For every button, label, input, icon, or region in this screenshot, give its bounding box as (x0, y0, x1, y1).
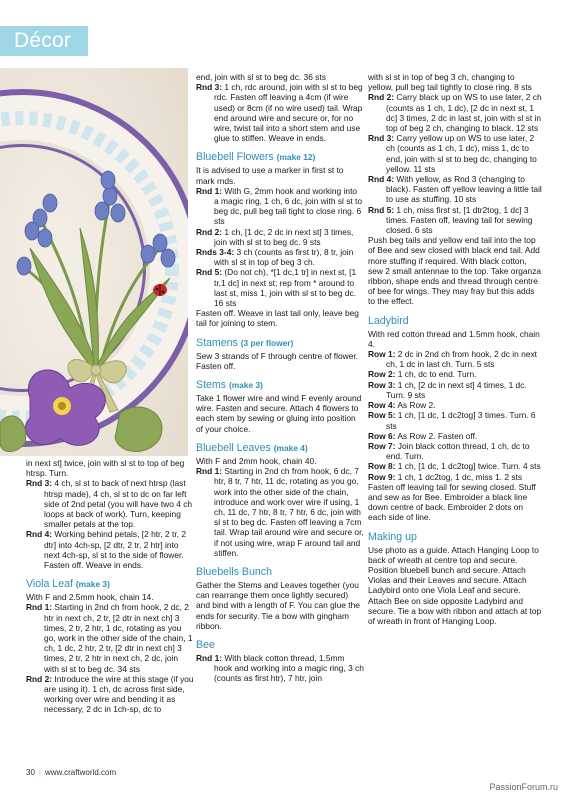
instruction-round (26, 674, 194, 715)
paragraph: Use photo as a guide. Attach Hanging Loop to back of wreath at centre top and secure. Position bluebell bunch and secure. Attach Violas and their Leaves and secure. Attach Ladybird onto one Viola Leaf and secure. Attach Bee on side opposite Ladybird and secure. Tie a bow with ribbon and attach at top of wreath in front of Hanging Loop. (368, 544, 542, 626)
instruction-round (368, 369, 542, 379)
wreath-photo (0, 68, 188, 456)
round-label: Rnd 5: (196, 267, 223, 278)
round-label: Rnd 3: (196, 82, 223, 93)
heading-title: Ladybird (368, 314, 409, 327)
round-text: Starting in 2nd ch from hook, 6 dc, 7 htr, 8 tr, 7 htr, 11 dc, rotating as you go, work into the other side of the chain, introduce and work over wire if using, 1 ch, 11 dc, 7 htr, 8 tr, 7 htr, 6 dc, join with sl st to beg dc. Fasten off leaving a 7cm tail. Wrap tail around wire and secure or, if not using wire, wrap F around tail and stiffen. (214, 466, 364, 558)
heading-quantity: (3 per flower) (240, 337, 294, 348)
section-tab (0, 26, 88, 56)
instruction-round (368, 400, 542, 410)
round-label: Row 9: (368, 471, 396, 482)
round-label: Rnd 1: (196, 185, 223, 196)
paragraph: With F and 2.5mm hook, chain 14. (26, 592, 154, 603)
instruction-round (196, 466, 364, 558)
round-label: Row 4: (368, 400, 396, 411)
heading-title: Bluebell Leaves (196, 441, 271, 454)
round-label: Row 8: (368, 461, 396, 472)
paragraph: in next st] twice, join with sl st to top of beg htrsp. Turn. (26, 458, 185, 479)
instruction-round (368, 461, 542, 471)
instruction-round (368, 441, 542, 461)
heading-title: Bee (196, 638, 215, 651)
round-text: Working behind petals, [2 htr, 2 tr, 2 dtr] into 4ch-sp, [2 dtr, 2 tr, 2 htr] into next 4ch-sp, sl st to the side of flower. Fasten off. Weave in ends. (44, 529, 186, 571)
round-label: Rnd 4: (26, 529, 53, 540)
section-heading (196, 151, 364, 163)
round-text: 1 ch, miss first st, [1 dtr2tog, 1 dc] 3 times. Fasten off, leaving tail for sewing closed. 6 sts (386, 204, 533, 236)
section-heading (196, 379, 364, 391)
paragraph: end, join with sl st to beg dc. 36 sts (196, 72, 326, 82)
paragraph: Push beg tails and yellow end tail into the top of Bee and sew closed with black end tail. Add more stuffing if required. With black cotton, sew 2 small antennae to the top. Take organza ribbon, shape ends and thread through centre of bee for wings. They may fray but this adds to the effect. (368, 235, 542, 307)
heading-title: Stamens (196, 336, 238, 349)
heading-quantity: (make 3) (228, 380, 263, 391)
instruction-round (26, 602, 194, 673)
round-text: 1 ch, 1 dc2tog, 1 dc, miss 1. 2 sts (397, 471, 523, 482)
paragraph: with sl st in top of beg 3 ch, changing to yellow, pull beg tail tightly to close ring. 8 sts (368, 72, 532, 93)
instruction-round (368, 472, 542, 482)
round-text: 1 ch, [1 dc, 1 dc2tog] twice. Turn. 4 sts (397, 461, 541, 472)
section-tab-label: Décor (14, 29, 72, 52)
round-text: (Do not ch), *[1 dc,1 tr] in next st, [1 tr,1 dc] in next st; rep from * around to last st, miss 1, join with sl st to beg dc. 16 sts (214, 267, 357, 309)
paragraph: It is advised to use a marker in first st to mark rnds. (196, 165, 344, 186)
paragraph: Take 1 flower wire and wind F evenly around wire. Fasten and secure. Attach 4 flowers to each stem by sewing or gluing into position of your choice. (196, 393, 362, 434)
round-text: 1 ch, [1 dc, 2 dc in next st] 3 times, join with sl st to beg dc. 9 sts (214, 226, 354, 247)
heading-title: Viola Leaf (26, 578, 73, 591)
round-label: Row 5: (368, 410, 396, 421)
round-label: Rnd 2: (196, 226, 223, 237)
round-label: Row 3: (368, 379, 396, 390)
paragraph: Sew 3 strands of F through centre of flower. Fasten off. (196, 350, 358, 371)
round-label: Rnd 1: (196, 466, 223, 477)
paragraph: Fasten off leaving tail for sewing closed. Stuff and sew as for Bee. Embroider a black line down centre of back. Embroider 2 dots on each side of line. (368, 481, 536, 523)
instruction-round (196, 227, 364, 247)
paragraph: Gather the Stems and Leaves together (you can rearrange them once lightly secured) and bind with a length of F. You can glue the ends for security. Tie a bow with gingham ribbon. (196, 579, 360, 631)
watermark: PassionForum.ru (489, 782, 558, 792)
round-text: 1 ch, rdc around, join with sl st to beg rdc. Fasten off leaving a 4cm (if wire used) or 8cm (if no wire used) tail. Wrap end around wire and secure or, for no wire, twist tail into a short stem and use glue to stiffen. Weave in ends. (214, 82, 363, 144)
round-text: 1 ch, dc to end. Turn. (397, 369, 477, 380)
heading-title: Stems (196, 379, 227, 392)
heading-quantity: (make 4) (273, 442, 308, 453)
instruction-round (196, 82, 364, 143)
round-label: Row 1: (368, 349, 396, 360)
round-text: Introduce the wire at this stage (if you are using it). 1 ch, dc across first side, working over wire and bending it as necessary, 2 dc in 1ch-sp, dc to (44, 673, 194, 715)
round-text: With black cotton thread, 1.5mm hook and working into a magic ring, 3 ch (counts as first htr), 7 htr, join (214, 652, 364, 684)
round-text: As Row 2. Fasten off. (397, 430, 478, 441)
round-label: Rnd 1: (26, 602, 53, 613)
section-heading (196, 566, 364, 578)
instruction-round (368, 380, 542, 400)
round-text: Starting in 2nd ch from hook, 2 dc, 2 htr in next ch, 2 tr, [2 dtr in next ch] 3 times, 2 tr, 2 htr, 1 dc, rotating as you go, work in the other side of the chain, 1 ch, 1 dc, 2 htr, 2 tr, [2 dtr in next ch] 3 times, 2 tr, 2 htr in next ch, 2 dc, join with sl st to beg dc. 34 sts (44, 602, 193, 674)
instruction-round (26, 529, 194, 570)
section-heading (368, 531, 542, 543)
heading-title: Making up (368, 530, 417, 543)
round-text: Join black cotton thread, 1 ch, dc to end. Turn. (386, 440, 530, 462)
round-text: 1 ch, [1 dc, 1 dc2tog] 3 times. Turn. 6 sts (386, 410, 536, 431)
round-label: Rnd 3: (368, 133, 395, 144)
heading-title: Bluebell Flowers (196, 151, 274, 164)
instruction-round (196, 186, 364, 227)
instruction-round (368, 133, 542, 174)
round-text: Carry yellow up on WS to use later, 2 ch (counts as 1 ch, 1 dc), miss 1, dc to end, join with sl st to beg dc, changing to yellow. 11 sts (386, 133, 537, 174)
instruction-round (26, 478, 194, 529)
paragraph: Fasten off. Weave in last tail only, leave beg tail for joining to stem. (196, 308, 359, 329)
instruction-round (368, 349, 542, 369)
instruction-round (368, 205, 542, 236)
section-heading (196, 442, 364, 454)
round-text: 4 ch, sl st to back of next htrsp (last htrsp made), 4 ch, sl st to dc on far left side of 2nd petal (you will have two 4 ch loops at back of work). Turn, keeping smaller petals at the top. (44, 478, 193, 530)
heading-quantity: (make 3) (75, 579, 110, 590)
paragraph: With F and 2mm hook, chain 40. (196, 455, 317, 466)
paragraph: With red cotton thread and 1.5mm hook, chain 4. (368, 328, 540, 349)
round-label: Row 2: (368, 369, 396, 380)
instruction-round (196, 247, 364, 267)
heading-quantity: (make 12) (276, 152, 316, 163)
section-heading (196, 639, 364, 651)
round-label: Rnd 2: (26, 673, 53, 684)
footer-separator: | (38, 768, 41, 777)
round-label: Row 6: (368, 430, 396, 441)
instruction-round (196, 267, 364, 308)
instruction-round (368, 174, 542, 205)
round-label: Rnd 1: (196, 652, 223, 663)
round-text: 3 ch (counts as first tr), 8 tr, join with sl st in top of beg 3 ch. (214, 247, 354, 268)
instruction-round (368, 431, 542, 441)
round-text: With G, 2mm hook and working into a magic ring, 1 ch, 6 dc, join with sl st to beg dc, pull beg tail tight to close ring. 6 sts (214, 185, 363, 227)
round-text: 1 ch, [2 dc in next st] 4 times, 1 dc. Turn. 9 sts (386, 379, 527, 400)
round-text: Carry black up on WS to use later, 2 ch (counts as 1 ch, 1 dc), [2 dc in next st, 1 dc] 3 times, 2 dc in last st, join with sl st in top of beg 2 ch, changing to black. 12 sts (386, 92, 542, 134)
section-heading (26, 578, 194, 590)
round-label: Row 7: (368, 440, 396, 451)
page-number: 30 (26, 768, 35, 777)
column-left (26, 458, 194, 715)
section-heading (196, 337, 364, 349)
column-right (368, 72, 542, 626)
round-text: 2 dc in 2nd ch from hook, 2 dc in next ch, 1 dc in last ch. Turn. 5 sts (386, 349, 537, 370)
round-label: Rnd 3: (26, 478, 53, 489)
footer-url: www.craftworld.com (44, 768, 117, 777)
page-footer (26, 768, 116, 777)
section-heading (368, 315, 542, 327)
instruction-round (196, 653, 364, 684)
round-label: Rnd 2: (368, 92, 395, 103)
round-label: Rnd 4: (368, 174, 395, 185)
instruction-round (368, 410, 542, 430)
instruction-round (368, 92, 542, 133)
round-text: As Row 2. (397, 400, 436, 411)
round-label: Rnds 3-4: (196, 247, 235, 258)
round-text: With yellow, as Rnd 3 (changing to black). Fasten off yellow leaving a little tail to use as stuffing. 10 sts (386, 174, 542, 205)
column-middle (196, 72, 364, 684)
round-label: Rnd 5: (368, 204, 395, 215)
heading-title: Bluebells Bunch (196, 565, 272, 578)
